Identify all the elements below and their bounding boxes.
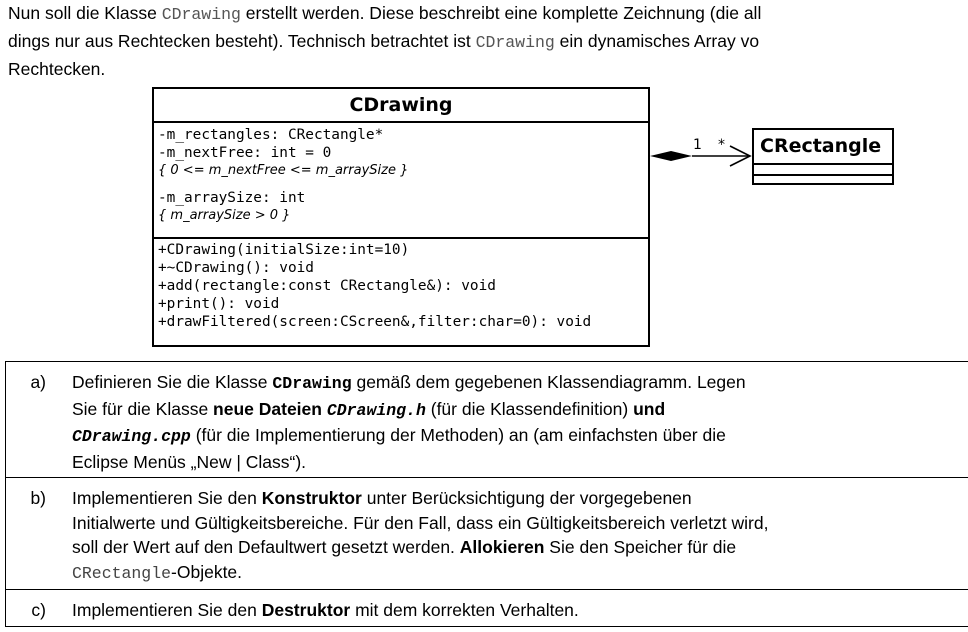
task-table	[5, 361, 968, 627]
constraint: { m_arraySize > 0 }	[158, 208, 291, 223]
operation: +add(rectangle:const CRectangle&): void	[158, 278, 496, 294]
bold-text: Konstruktor	[261, 488, 362, 508]
text: gemäß dem gegebenen Klassendiagramm. Legen	[351, 372, 746, 392]
code: CDrawing.h	[326, 400, 426, 420]
operation: +print(): void	[158, 296, 280, 312]
class-title: CDrawing	[154, 89, 648, 123]
text: (für die Klassendefinition)	[425, 398, 634, 419]
intro-text: Nun soll die Klasse	[8, 3, 162, 23]
intro-code: CDrawing	[161, 5, 241, 24]
text: (für die Implementierung der Methoden) an (am einfachsten über die	[190, 425, 726, 445]
text: unter Berücksichtigung der vorgegebenen	[361, 488, 692, 508]
class-title: CRectangle	[754, 130, 892, 165]
text: mit dem korrekten Verhalten.	[350, 600, 579, 620]
task-label: a)	[6, 362, 61, 478]
task-text	[60, 478, 968, 590]
task-row	[6, 590, 968, 627]
intro-line-2	[8, 28, 968, 56]
attributes-section	[154, 123, 648, 239]
text: -Objekte.	[171, 561, 243, 582]
intro-text: ein dynamisches Array vo	[554, 31, 760, 51]
intro-paragraph	[8, 0, 968, 83]
text: Eclipse Menüs „New | Class“).	[72, 451, 307, 472]
composition-diamond	[650, 151, 692, 161]
task-label: c)	[6, 590, 61, 627]
code: CDrawing	[272, 374, 352, 393]
bold-text: neue Dateien	[213, 398, 327, 419]
bold-text: Allokieren	[459, 537, 545, 557]
task-row	[6, 478, 968, 590]
intro-text: dings nur aus Rechtecken besteht). Technisch betrachtet ist	[8, 31, 476, 51]
bold-text: Destruktor	[261, 600, 351, 620]
text: Sie den Speicher für die	[544, 537, 737, 557]
text: soll der Wert auf den Defaultwert gesetzt werden.	[72, 537, 460, 557]
attribute: -m_rectangles: CRectangle*	[158, 127, 384, 143]
intro-line-3: Rechtecken.	[8, 59, 106, 79]
task-row	[6, 362, 968, 478]
operation: +~CDrawing(): void	[158, 260, 314, 276]
attribute: -m_nextFree: int = 0	[158, 145, 332, 161]
multiplicity-target: *	[718, 137, 725, 153]
task-label: b)	[6, 478, 61, 590]
intro-text: erstellt werden. Diese beschreibt eine komplette Zeichnung (die all	[240, 3, 762, 23]
intro-line-1	[8, 0, 968, 28]
operations-section	[154, 239, 648, 331]
text: Initialwerte und Gültigkeitsbereiche. Für den Fall, dass ein Gültigkeitsbereich verletzt wird,	[72, 512, 769, 533]
task-text	[60, 590, 968, 627]
operation: +CDrawing(initialSize:int=10)	[158, 242, 410, 258]
operation: +drawFiltered(screen:CScreen&,filter:char=0): void	[158, 314, 592, 330]
code: CRectangle	[72, 563, 172, 583]
text: Sie für die Klasse	[72, 398, 214, 419]
text: Implementieren Sie den	[72, 488, 262, 508]
attributes-section	[754, 165, 892, 176]
constraint: { 0 <= m_nextFree <= m_arraySize }	[158, 163, 409, 178]
text: Implementieren Sie den	[72, 600, 262, 620]
multiplicity-source: 1	[693, 137, 702, 153]
uml-class-crectangle	[752, 128, 894, 185]
code: CDrawing.cpp	[72, 427, 191, 446]
spacer	[158, 180, 644, 189]
uml-class-cdrawing	[152, 87, 650, 347]
intro-code: CDrawing	[475, 33, 555, 52]
task-text	[60, 362, 968, 478]
bold-text: und	[633, 398, 666, 419]
text: Definieren Sie die Klasse	[72, 372, 273, 392]
attribute: -m_arraySize: int	[158, 190, 306, 206]
